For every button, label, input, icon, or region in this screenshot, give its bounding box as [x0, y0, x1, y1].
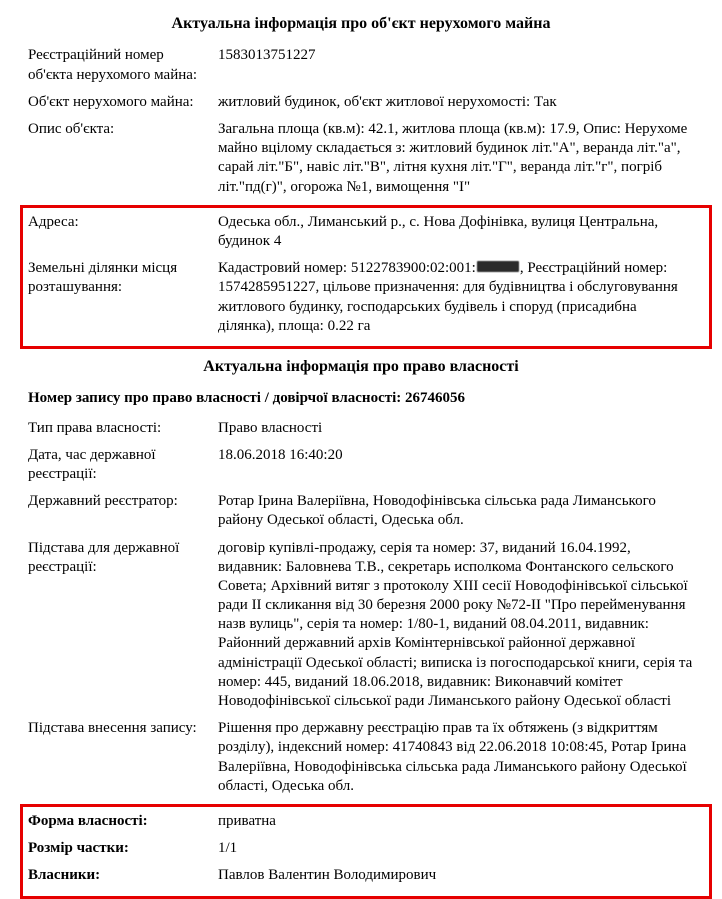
field-row-land-parcels — [23, 259, 709, 336]
field-row-object-type — [0, 93, 722, 112]
field-row-registration-number — [0, 46, 722, 84]
field-value: житловий будинок, об'єкт житлової нерухомості: Так — [218, 93, 557, 110]
highlight-box-ownership — [20, 804, 712, 899]
field-label: Підстава внесення запису: — [28, 720, 197, 737]
ownership-record-number: Номер запису про право власності / довірчої власності: 26746056 — [28, 390, 466, 407]
field-label: Адреса: — [28, 213, 79, 230]
field-value: приватна — [218, 812, 276, 829]
field-label: Власники: — [28, 867, 101, 884]
redacted-text — [477, 261, 519, 272]
field-row-address — [23, 213, 709, 251]
field-row-ownership-form — [23, 812, 709, 831]
field-row-record-entry-basis — [0, 719, 722, 796]
field-label: Земельні ділянки місця розташування: — [28, 260, 178, 296]
field-value: 18.06.2018 16:40:20 — [218, 446, 343, 463]
cadastral-number-prefix: Кадастровий номер: 5122783900:02:001: — [218, 260, 476, 277]
field-label: Форма власності: — [28, 812, 148, 829]
field-row-ownership-type — [0, 419, 722, 438]
field-value: Ротар Ірина Валеріївна, Новодофінівська сільська рада Лиманського району Одеської області, Одеська обл. — [218, 493, 656, 529]
field-label: Підстава для державної реєстрації: — [28, 539, 180, 575]
field-label: Об'єкт нерухомого майна: — [28, 93, 194, 110]
field-label: Опис об'єкта: — [28, 121, 115, 138]
field-value — [218, 259, 695, 336]
field-label: Дата, час державної реєстрації: — [28, 446, 156, 482]
field-value: Загальна площа (кв.м): 42.1, житлова площа (кв.м): 17.9, Опис: Нерухоме майно вцілому складається з: житловий будинок літ."А", веранда літ."а", сарай літ."Б", навіс літ."В", літня кухня літ."Г", веранда літ."г", погріб літ."пд(г)", огорожа №1, вимощення "І" — [218, 121, 688, 195]
field-row-object-description — [0, 120, 722, 197]
section1-title: Актуальна інформація про об'єкт нерухомого майна — [171, 15, 551, 32]
field-value: договір купівлі-продажу, серія та номер: 37, виданий 16.04.1992, видавник: Баловнева Т.В., секретарь исполкома Фонтанского сельского Совета; Архівний витяг з протоколу XIII сесії Новодофінівської сільської ради II скликання від 30 березня 2000 року №72-II "Про перейменування назв вулиць", серія та номер: 1/80-1, виданий 08.04.2011, видавник: Районний державний архів Комінтернівської районної державної адміністрації Одеської області; виписка із погосподарської книги, серія та номер: 445, виданий 18.06.2018, видавник: Виконавчий комітет Новодофінівської сільської ради Лиманського району Одеської області — [218, 539, 693, 709]
highlight-box-address — [20, 205, 712, 349]
field-row-owners — [23, 866, 709, 885]
field-row-registration-datetime — [0, 446, 722, 484]
field-label: Розмір частки: — [28, 840, 129, 857]
field-row-state-registrar — [0, 492, 722, 530]
section2-title: Актуальна інформація про право власності — [203, 357, 519, 375]
cadastral-number-suffix: , Реєстраційний номер: 1574285951227, цільове призначення: для будівництва і обслуговування житлового будинку, господарських будівель і споруд (присадибна ділянка), площа: 0.22 га — [218, 260, 678, 334]
field-value: Рішення про державну реєстрацію прав та їх обтяжень (з відкриттям розділу), індексний номер: 41740843 від 22.06.2018 10:08:45, Ротар Ірина Валеріївна, Новодофінівська сільська рада Лиманського району Одеської області, Одеська обл. — [218, 720, 687, 794]
field-label: Реєстраційний номер об'єкта нерухомого майна: — [28, 47, 198, 83]
field-value: Павлов Валентин Володимирович — [218, 867, 437, 884]
field-value: Право власності — [218, 419, 323, 436]
field-value: 1583013751227 — [218, 47, 316, 64]
field-value: Одеська обл., Лиманський р., с. Нова Дофінівка, вулиця Центральна, будинок 4 — [218, 213, 659, 249]
field-label: Тип права власності: — [28, 419, 162, 436]
field-value: 1/1 — [218, 840, 238, 857]
field-label: Державний реєстратор: — [28, 493, 178, 510]
field-row-registration-basis — [0, 539, 722, 712]
field-row-share-size — [23, 839, 709, 858]
